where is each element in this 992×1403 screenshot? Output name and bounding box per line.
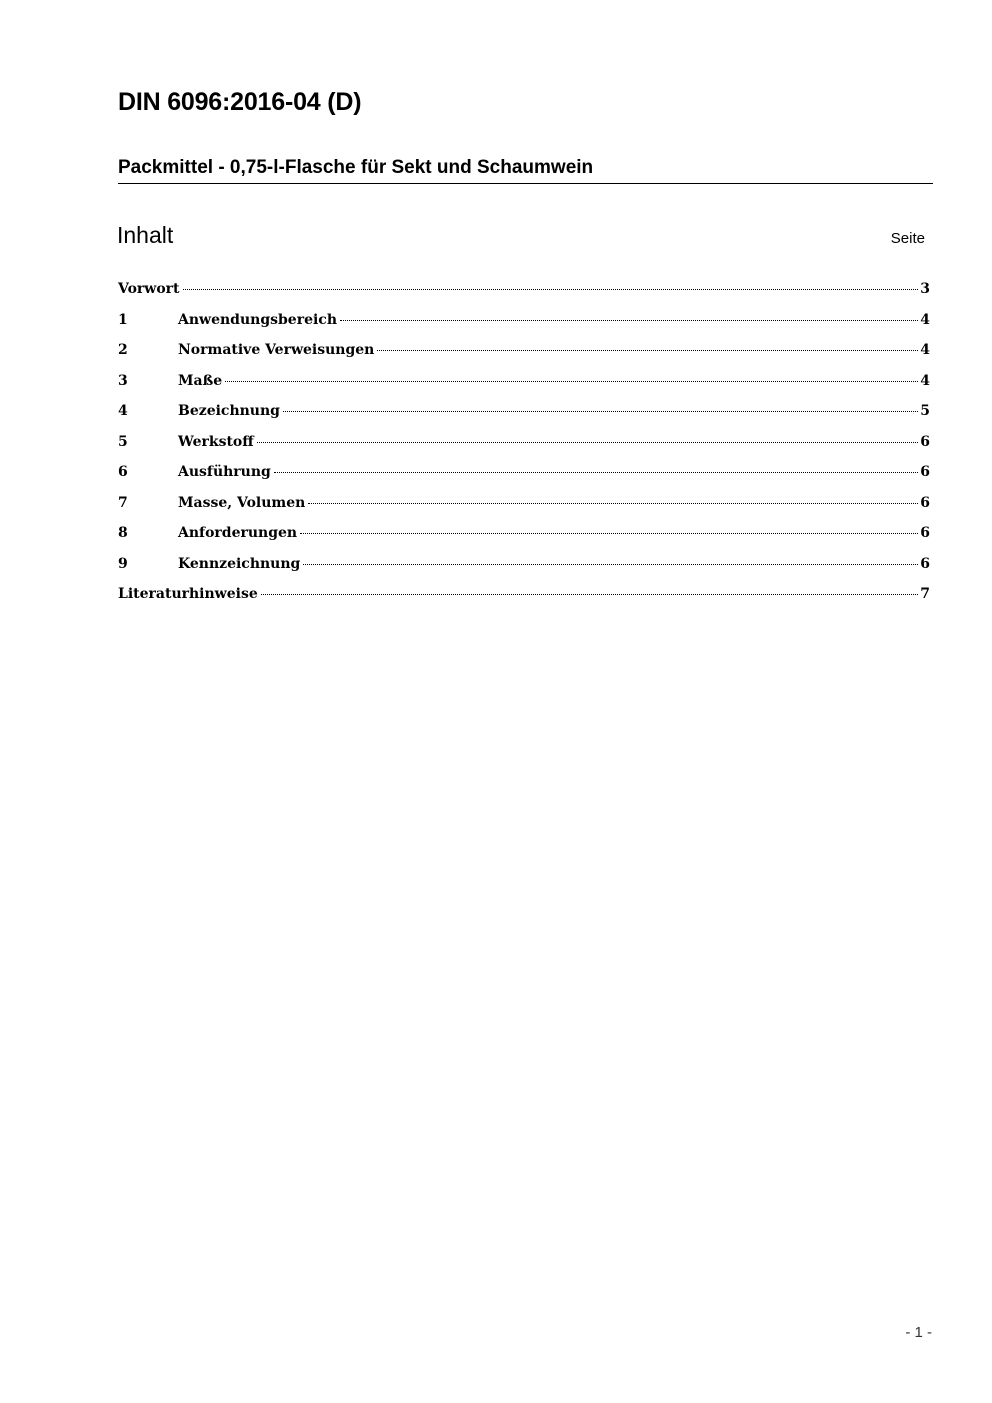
toc-entry-bezeichnung[interactable] (118, 401, 930, 432)
toc-dot-leader (377, 350, 918, 351)
toc-entry-number: 5 (118, 433, 128, 450)
toc-entry-text: Vorwort (118, 281, 180, 297)
page-number: - 1 - (905, 1324, 932, 1341)
toc-entry-page: 4 (920, 311, 930, 328)
toc-heading: Inhalt (117, 222, 174, 248)
toc-dot-leader (225, 381, 918, 382)
toc-entry-masse-volumen[interactable] (118, 493, 930, 524)
toc-entry-ausfuehrung[interactable] (118, 462, 930, 493)
toc-entry-text: Ausführung (178, 464, 271, 480)
toc-entry-number: 7 (118, 494, 128, 511)
document-title: DIN 6096:2016-04 (D) (118, 88, 362, 116)
subtitle-underline (118, 183, 933, 184)
toc-dot-leader (340, 320, 918, 321)
toc-entry-page: 6 (920, 464, 930, 480)
toc-entry-vorwort[interactable] (118, 279, 930, 310)
toc-dot-leader (300, 533, 918, 534)
toc-entry-werkstoff[interactable] (118, 432, 930, 463)
toc-dot-leader (283, 411, 918, 412)
toc-entry-number: 9 (118, 555, 128, 572)
toc-entry-page: 3 (920, 281, 930, 297)
toc-entry-text: Masse, Volumen (178, 494, 306, 511)
toc-dot-leader (303, 564, 918, 565)
toc-dot-leader (274, 472, 918, 473)
toc-dot-leader (308, 503, 918, 504)
toc-entry-number: 6 (118, 464, 128, 480)
toc-entry-page: 5 (920, 403, 930, 419)
toc-entry-number: 8 (118, 525, 128, 541)
toc-entry-page: 4 (920, 372, 930, 389)
toc-entry-text: Kennzeichnung (178, 555, 301, 572)
toc-entry-kennzeichnung[interactable] (118, 554, 930, 585)
toc-entry-number: 1 (118, 311, 128, 328)
toc-entry-text: Literaturhinweise (118, 586, 258, 602)
toc-entry-text: Normative Verweisungen (178, 342, 375, 358)
toc-entry-text: Maße (178, 372, 223, 389)
toc-dot-leader (261, 594, 919, 595)
toc-entry-text: Anwendungsbereich (178, 311, 337, 328)
toc-entry-normative-verweisungen[interactable] (118, 340, 930, 371)
document-subtitle: Packmittel - 0,75-l-Flasche für Sekt und Schaumwein (118, 157, 594, 178)
toc-entry-literaturhinweise[interactable] (118, 584, 930, 615)
toc-entry-number: 4 (118, 403, 128, 419)
toc-dot-leader (183, 289, 919, 290)
toc-entry-anwendungsbereich[interactable] (118, 310, 930, 341)
toc-entry-page: 6 (920, 433, 930, 450)
toc-page-column-label: Seite (890, 230, 925, 247)
table-of-contents (118, 279, 930, 615)
toc-dot-leader (257, 442, 919, 443)
toc-entry-page: 6 (920, 525, 930, 541)
toc-entry-number: 2 (118, 342, 128, 358)
toc-entry-masse[interactable] (118, 371, 930, 402)
toc-entry-page: 6 (920, 555, 930, 572)
toc-entry-text: Werkstoff (178, 433, 254, 450)
toc-entry-text: Anforderungen (178, 525, 298, 541)
toc-entry-anforderungen[interactable] (118, 523, 930, 554)
toc-entry-text: Bezeichnung (178, 403, 280, 419)
toc-entry-page: 6 (920, 494, 930, 511)
toc-entry-page: 4 (920, 342, 930, 358)
toc-entry-page: 7 (920, 586, 930, 602)
toc-entry-number: 3 (118, 372, 128, 389)
